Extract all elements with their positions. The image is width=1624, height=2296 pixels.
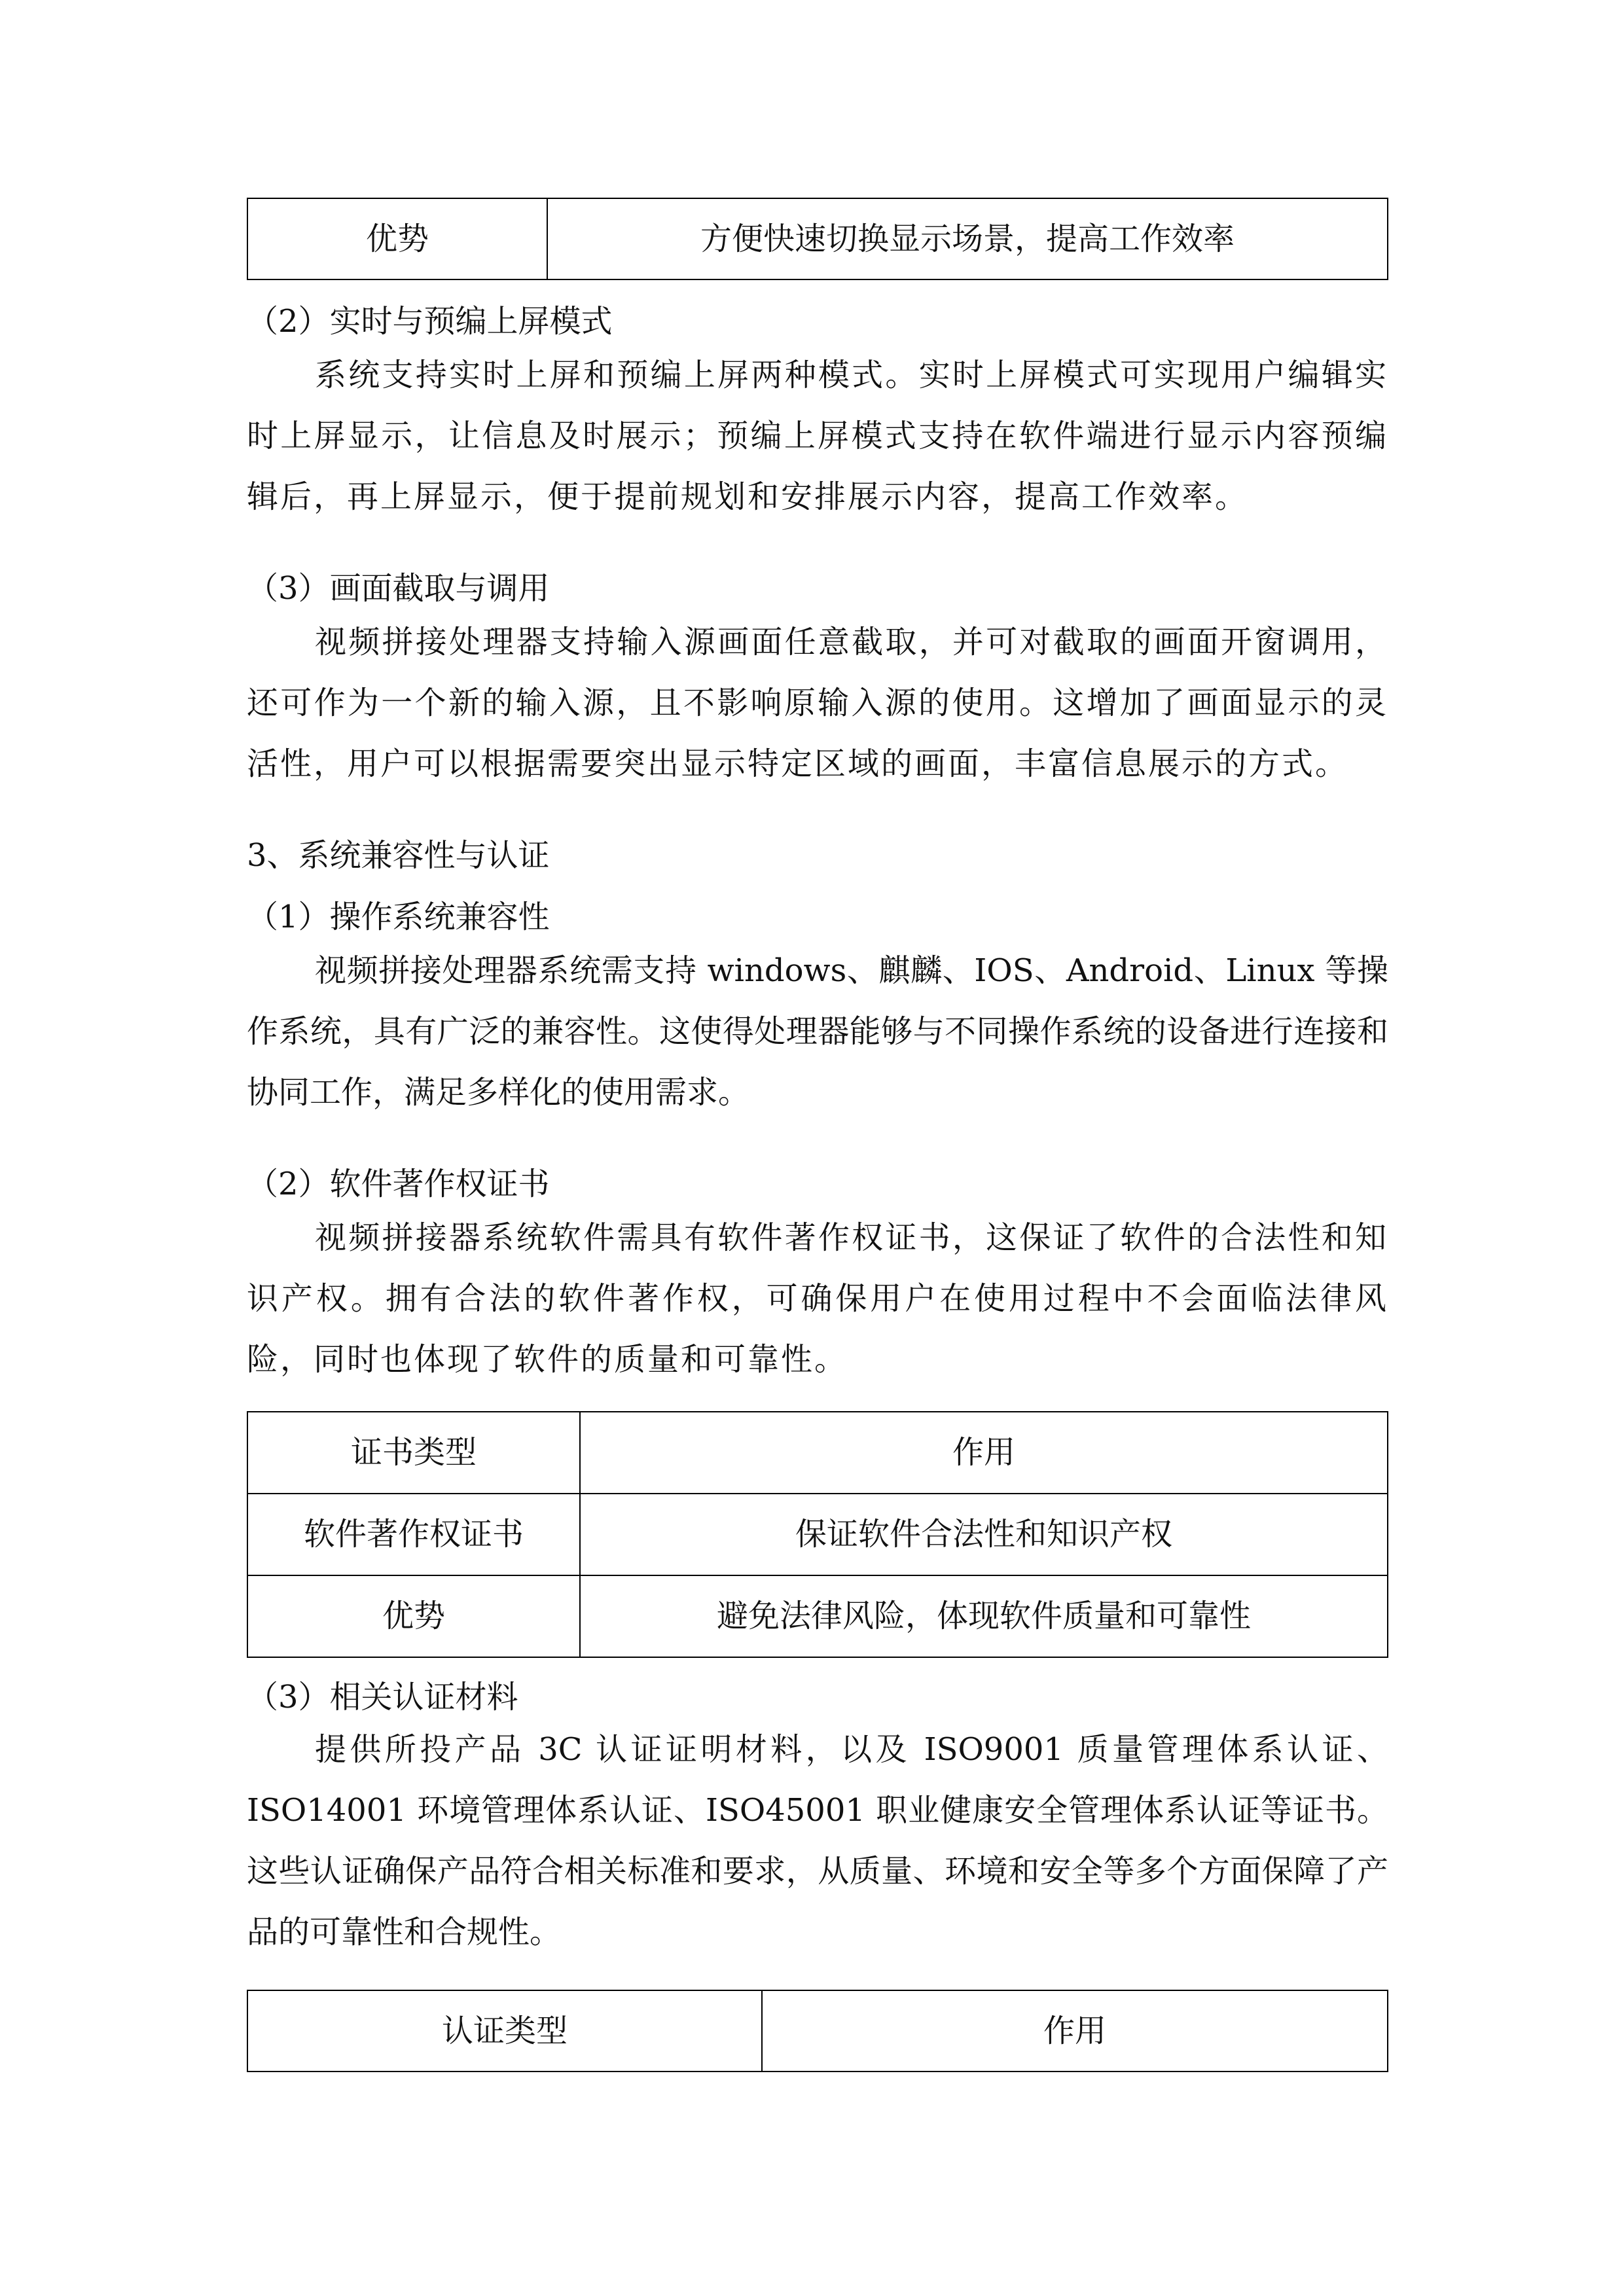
section-heading-certification: （3）相关认证材料 — [247, 1679, 518, 1715]
table-cell: 避免法律风险，体现软件质量和可靠性 — [580, 1575, 1388, 1657]
table-header-cell: 作用 — [762, 1990, 1388, 2072]
paragraph-copyright: 视频拼接器系统软件需具有软件著作权证书，这保证了软件的合法性和知识产权。拥有合法的软件著作权，可确保用户在使用过程中不会面临法律风险，同时也体现了软件的质量和可靠性。 — [247, 1219, 1388, 1378]
section-heading-capture: （3）画面截取与调用 — [247, 570, 550, 607]
certification-table — [247, 1990, 1388, 2072]
paragraph-capture: 视频拼接处理器支持输入源画面任意截取，并可对截取的画面开窗调用，还可作为一个新的输入源，且不影响原输入源的使用。这增加了画面显示的灵活性，用户可以根据需要突出显示特定区域的画面，丰富信息展示的方式。 — [247, 624, 1388, 782]
certificate-table — [247, 1411, 1388, 1658]
table-row — [247, 198, 1388, 279]
chapter-heading-compatibility: 3、系统兼容性与认证 — [247, 837, 550, 874]
table-header-row — [247, 1990, 1388, 2072]
advantage-table — [247, 198, 1388, 280]
table-cell-value: 方便快速切换显示场景，提高工作效率 — [547, 198, 1388, 279]
section-heading-copyright: （2）软件著作权证书 — [247, 1166, 550, 1202]
table-header-cell: 认证类型 — [247, 1990, 762, 2072]
section-heading-os: （1）操作系统兼容性 — [247, 899, 550, 935]
table-header-cell: 证书类型 — [247, 1412, 580, 1494]
table-cell: 保证软件合法性和知识产权 — [580, 1494, 1388, 1575]
table-header-cell: 作用 — [580, 1412, 1388, 1494]
paragraph-certification: 提供所投产品 3C 认证证明材料，以及 ISO9001 质量管理体系认证、ISO14001 环境管理体系认证、ISO45001 职业健康安全管理体系认证等证书。这些认证确保产品符合相关标准和要求，从质量、环境和安全等多个方面保障了产品的可靠性和合规性。 — [247, 1731, 1388, 1950]
table-cell: 优势 — [247, 1575, 580, 1657]
table-cell-label: 优势 — [247, 198, 547, 279]
paragraph-os: 视频拼接处理器系统需支持 windows、麒麟、IOS、Android、Linux 等操作系统，具有广泛的兼容性。这使得处理器能够与不同操作系统的设备进行连接和协同工作，满足多样化的使用需求。 — [247, 952, 1388, 1111]
section-heading-realtime: （2）实时与预编上屏模式 — [247, 303, 613, 340]
table-row — [247, 1575, 1388, 1657]
paragraph-realtime: 系统支持实时上屏和预编上屏两种模式。实时上屏模式可实现用户编辑实时上屏显示，让信息及时展示；预编上屏模式支持在软件端进行显示内容预编辑后，再上屏显示，便于提前规划和安排展示内容，提高工作效率。 — [247, 357, 1388, 515]
table-cell: 软件著作权证书 — [247, 1494, 580, 1575]
table-row — [247, 1494, 1388, 1575]
table-header-row — [247, 1412, 1388, 1494]
